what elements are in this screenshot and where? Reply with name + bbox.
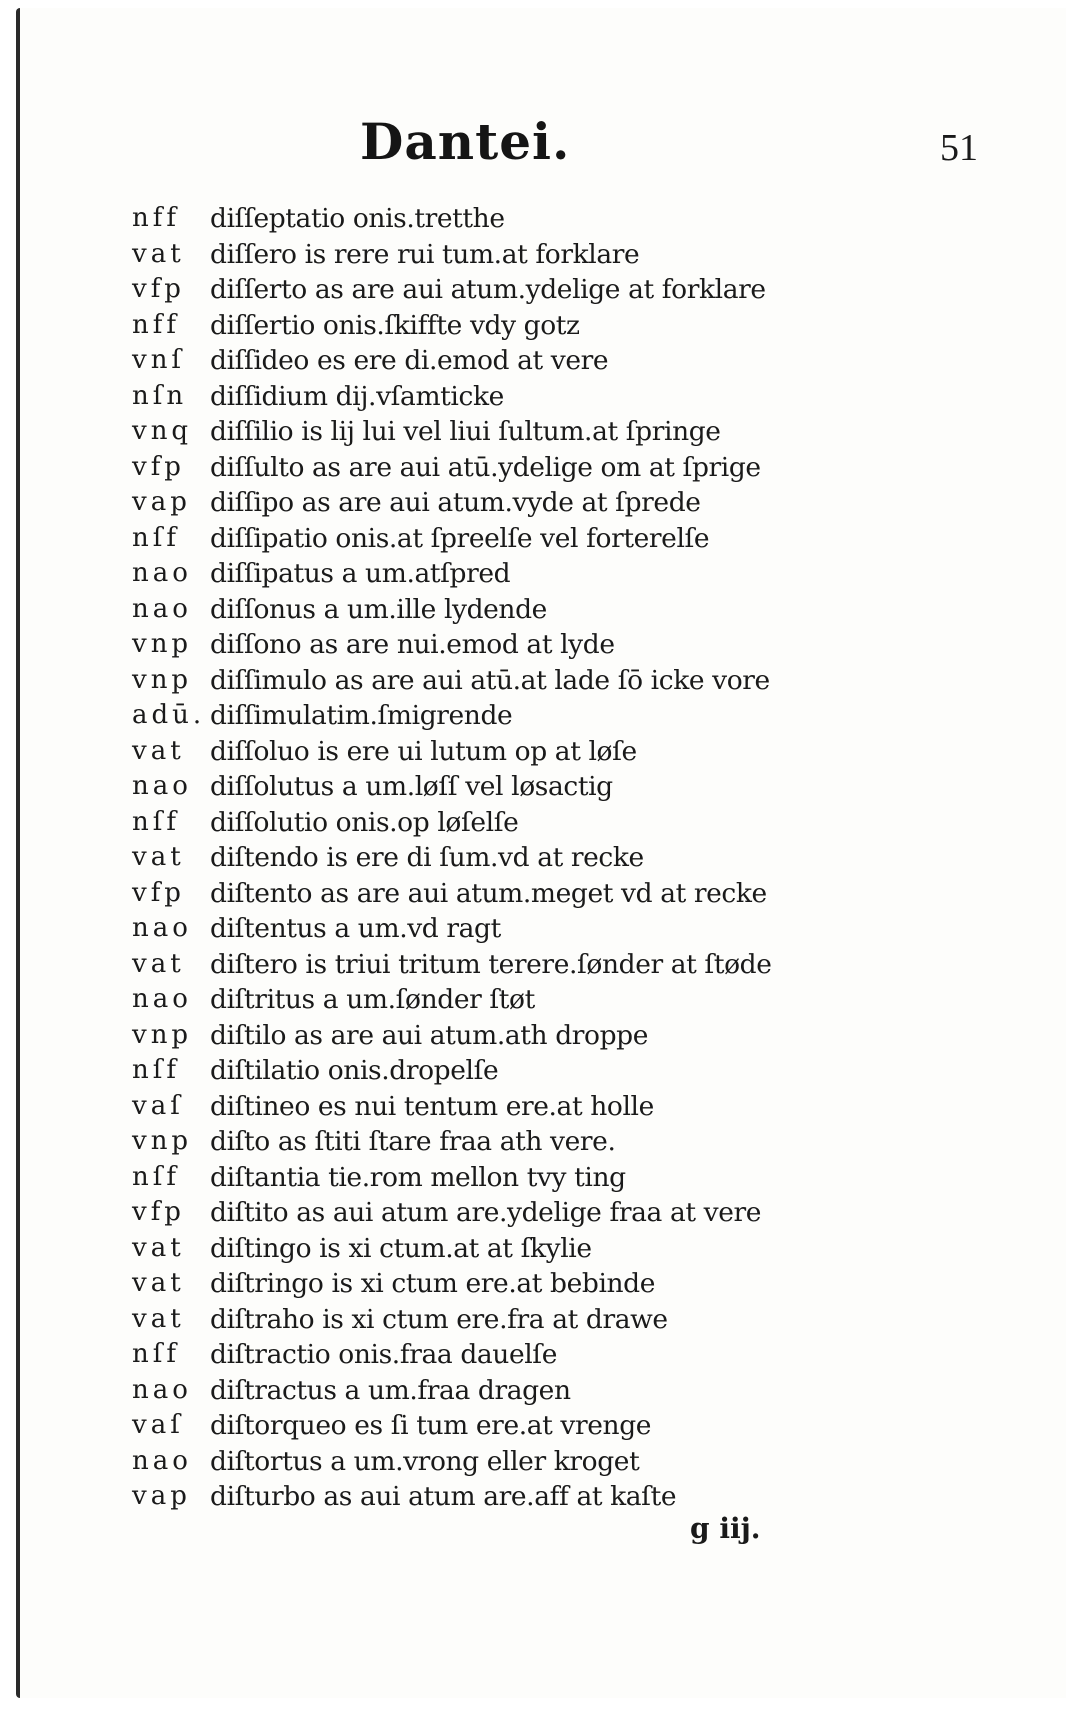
grammar-code: nſf	[132, 806, 180, 837]
entry-text: diſtritus a um.ſønder ſtøt	[210, 984, 535, 1015]
page-number: 51	[940, 127, 978, 169]
dictionary-entry	[126, 1162, 986, 1198]
grammar-code: vat	[132, 1232, 185, 1263]
entry-text: diſſidium dij.vſamticke	[210, 380, 504, 412]
grammar-code: vnq	[132, 416, 193, 446]
signature-mark: g iij.	[690, 1512, 761, 1545]
grammar-code: nſf	[132, 522, 180, 553]
entry-text: diſſulto as are aui atū.ydelige om at ſprige	[210, 451, 761, 483]
grammar-code: nſf	[132, 1339, 180, 1369]
grammar-code: vaſ	[132, 1090, 184, 1121]
dictionary-entry	[126, 1304, 986, 1340]
dictionary-entry	[126, 1020, 986, 1056]
entry-text: diſtero is triui tritum terere.ſønder at ſtøde	[210, 948, 772, 980]
grammar-code: vat	[132, 948, 185, 979]
dictionary-entry	[126, 381, 986, 417]
dictionary-entry	[126, 807, 986, 843]
entry-text: diſſono as are nui.emod at lyde	[210, 629, 615, 660]
grammar-code: vat	[132, 1268, 185, 1298]
dictionary-entry	[126, 878, 986, 914]
dictionary-entry	[126, 842, 986, 878]
dictionary-entry	[126, 913, 986, 949]
dictionary-entry	[126, 274, 986, 310]
dictionary-entry	[126, 1233, 986, 1269]
entry-text: diſſideo es ere di.emod at vere	[210, 345, 609, 376]
entry-text: diſtito as aui atum are.ydelige fraa at vere	[210, 1197, 762, 1228]
dictionary-entry	[126, 1339, 986, 1375]
grammar-code: vfp	[132, 451, 185, 482]
dictionary-entry	[126, 1197, 986, 1233]
entry-text: diſſonus a um.ille lydende	[210, 593, 547, 625]
entry-text: diſſimulatim.ſmigrende	[210, 700, 513, 731]
dictionary-entry	[126, 736, 986, 772]
grammar-code: vfp	[132, 1197, 185, 1227]
grammar-code: vat	[132, 1303, 185, 1334]
grammar-code: nao	[132, 984, 192, 1014]
grammar-code: nſf	[132, 1161, 180, 1192]
grammar-code: vnp	[132, 1019, 193, 1050]
entry-text: diſtineo es nui tentum ere.at holle	[210, 1090, 654, 1122]
entry-text: diſſipo as are aui atum.vyde at ſprede	[210, 487, 701, 518]
grammar-code: nſn	[132, 380, 188, 411]
entry-text: diſtractio onis.fraa dauelſe	[210, 1339, 558, 1370]
entry-text: diſſolutus a um.løſſ vel løsactig	[210, 771, 613, 802]
entry-text: diſtilo as are aui atum.ath droppe	[210, 1019, 648, 1051]
dictionary-entry	[126, 416, 986, 452]
dictionary-entry	[126, 1055, 986, 1091]
grammar-code: nao	[132, 771, 192, 801]
grammar-code: vat	[132, 238, 185, 269]
grammar-code: nff	[132, 309, 180, 340]
grammar-code: vaſ	[132, 1410, 184, 1440]
entry-text: diſſilio is lij lui vel liui ſultum.at ſpringe	[210, 416, 721, 447]
entry-text: diſtraho is xi ctum ere.fra at drawe	[210, 1303, 668, 1335]
dictionary-entry	[126, 1091, 986, 1127]
dictionary-entries	[126, 203, 986, 1517]
dictionary-entry	[126, 203, 986, 239]
book-page	[16, 8, 1066, 1698]
entry-text: diſſimulo as are aui atū.at lade ſō icke vore	[210, 664, 770, 696]
dictionary-entry	[126, 949, 986, 985]
entry-text: diſſolutio onis.op løſelſe	[210, 806, 519, 838]
entry-text: diſtento as are aui atum.meget vd at recke	[210, 877, 767, 909]
entry-text: diſtorqueo es ſi tum ere.at vrenge	[210, 1410, 652, 1441]
grammar-code: vnp	[132, 1126, 193, 1156]
dictionary-entry	[126, 665, 986, 701]
grammar-code: nao	[132, 913, 192, 943]
entry-text: diſtringo is xi ctum ere.at bebinde	[210, 1268, 656, 1299]
dictionary-entry	[126, 771, 986, 807]
dictionary-entry	[126, 1268, 986, 1304]
dictionary-entry	[126, 1446, 986, 1482]
grammar-code: vap	[132, 487, 191, 517]
grammar-code: vfp	[132, 877, 185, 908]
entry-text: diſtractus a um.fraa dragen	[210, 1374, 571, 1406]
entry-text: diſſoluo is ere ui lutum op at løſe	[210, 735, 637, 767]
dictionary-entry	[126, 452, 986, 488]
dictionary-entry	[126, 594, 986, 630]
entry-text: diſſeptatio onis.tretthe	[210, 203, 505, 234]
grammar-code: nao	[132, 1374, 192, 1405]
dictionary-entry	[126, 487, 986, 523]
entry-text: diſſerto as are aui atum.ydelige at forklare	[210, 274, 766, 305]
dictionary-entry	[126, 984, 986, 1020]
grammar-code: nao	[132, 558, 192, 588]
dictionary-entry	[126, 523, 986, 559]
entry-text: diſſertio onis.ſkiffte vdy gotz	[210, 309, 580, 341]
grammar-code: nff	[132, 203, 180, 233]
grammar-code: nao	[132, 593, 192, 624]
dictionary-entry	[126, 558, 986, 594]
entry-text: diſſipatus a um.atſpred	[210, 558, 511, 589]
grammar-code: vnp	[132, 664, 193, 695]
dictionary-entry	[126, 310, 986, 346]
dictionary-entry	[126, 1375, 986, 1411]
grammar-code: vat	[132, 842, 185, 872]
grammar-code: nſf	[132, 1055, 180, 1085]
grammar-code: vat	[132, 735, 185, 766]
grammar-code: vnp	[132, 629, 193, 659]
grammar-code: adū.	[132, 700, 206, 730]
grammar-code: vap	[132, 1481, 191, 1511]
entry-text: diſtingo is xi ctum.at at ſkylie	[210, 1232, 592, 1264]
entry-text: diſtendo is ere di ſum.vd at recke	[210, 842, 644, 873]
entry-text: diſtortus a um.vrong eller kroget	[210, 1445, 640, 1477]
dictionary-entry	[126, 1126, 986, 1162]
grammar-code: vfp	[132, 274, 185, 304]
dictionary-entry	[126, 629, 986, 665]
entry-text: diſtilatio onis.dropelſe	[210, 1055, 499, 1086]
grammar-code: nao	[132, 1445, 192, 1476]
entry-text: diſſero is rere rui tum.at forklare	[210, 238, 640, 270]
entry-text: diſtentus a um.vd ragt	[210, 913, 501, 944]
dictionary-entry	[126, 239, 986, 275]
grammar-code: vnſ	[132, 345, 186, 375]
running-head: Dantei.	[360, 112, 571, 171]
entry-text: diſtantia tie.rom mellon tvy ting	[210, 1161, 626, 1193]
entry-text: diſturbo as aui atum are.aff at kaſte	[210, 1481, 677, 1512]
dictionary-entry	[126, 1410, 986, 1446]
entry-text: diſto as ſtiti ſtare fraa ath vere.	[210, 1126, 616, 1157]
dictionary-entry	[126, 1481, 986, 1517]
dictionary-entry	[126, 700, 986, 736]
entry-text: diſſipatio onis.at ſpreelſe vel forterelſe	[210, 522, 710, 554]
dictionary-entry	[126, 345, 986, 381]
